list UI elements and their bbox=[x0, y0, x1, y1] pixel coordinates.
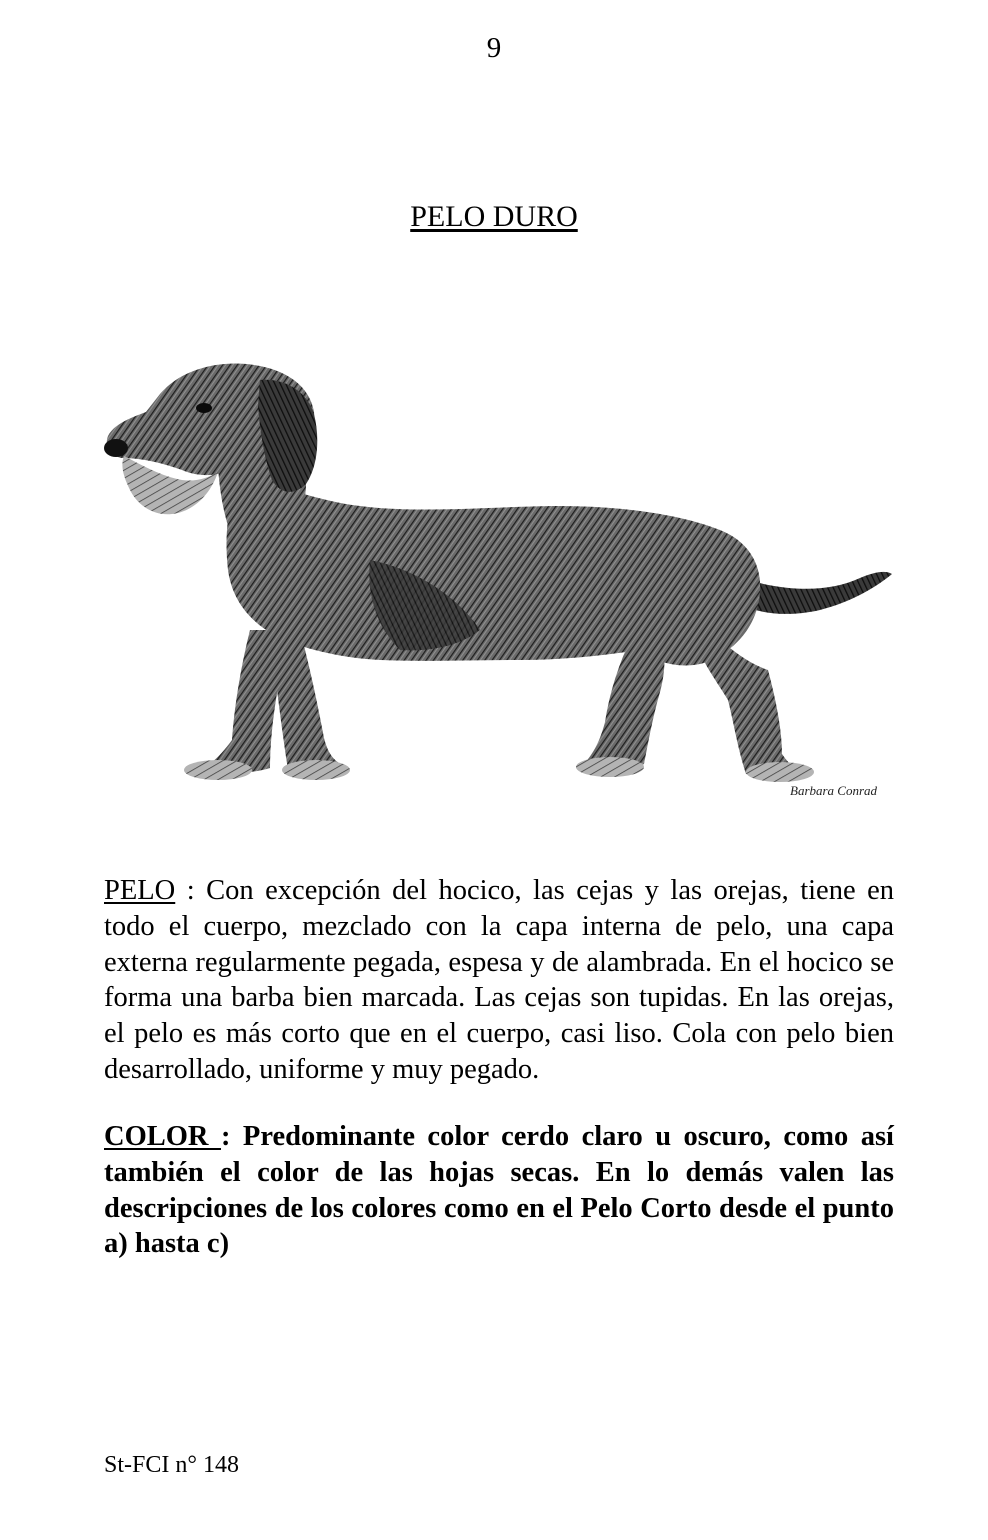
pelo-paragraph bbox=[104, 873, 894, 1088]
color-text: Predominante color cerdo claro u oscuro, como así también el color de las hojas secas. En lo demás valen las descripciones de los colores como en el Pelo Corto desde el punto a) hasta c) bbox=[104, 1121, 894, 1260]
footer-reference: St-FCI n° 148 bbox=[104, 1452, 239, 1478]
color-separator: : bbox=[220, 1121, 243, 1152]
artist-signature: Barbara Conrad bbox=[790, 783, 878, 798]
dog-illustration bbox=[100, 330, 900, 800]
dog-paw bbox=[184, 760, 252, 780]
dog-paw bbox=[576, 757, 644, 777]
color-term: COLOR bbox=[104, 1121, 221, 1152]
section-title: PELO DURO bbox=[410, 200, 578, 233]
dog-nose bbox=[104, 439, 128, 457]
dog-eye bbox=[196, 403, 212, 413]
dog-paw bbox=[746, 762, 814, 782]
pelo-separator: : bbox=[175, 875, 207, 906]
pelo-term: PELO bbox=[104, 875, 176, 906]
dog-body bbox=[227, 480, 761, 665]
dog-tail bbox=[744, 572, 892, 614]
dog-front-leg-far bbox=[200, 630, 282, 773]
dog-paw bbox=[282, 760, 350, 780]
dog-illustration-drawing bbox=[100, 330, 900, 800]
color-paragraph bbox=[104, 1119, 894, 1262]
pelo-text: Con excepción del hocico, las cejas y las orejas, tiene en todo el cuerpo, mezclado con la capa interna de pelo, una capa externa regularmente pegada, espesa y de alambrada. En el hocico se forma una barba bien marcada. Las cejas son tupidas. En las orejas, el pelo es más corto que en el cuerpo, casi liso. Cola con pelo bien desarrollado, uniforme y muy pegado. bbox=[104, 875, 894, 1085]
page-number: 9 bbox=[486, 32, 502, 64]
